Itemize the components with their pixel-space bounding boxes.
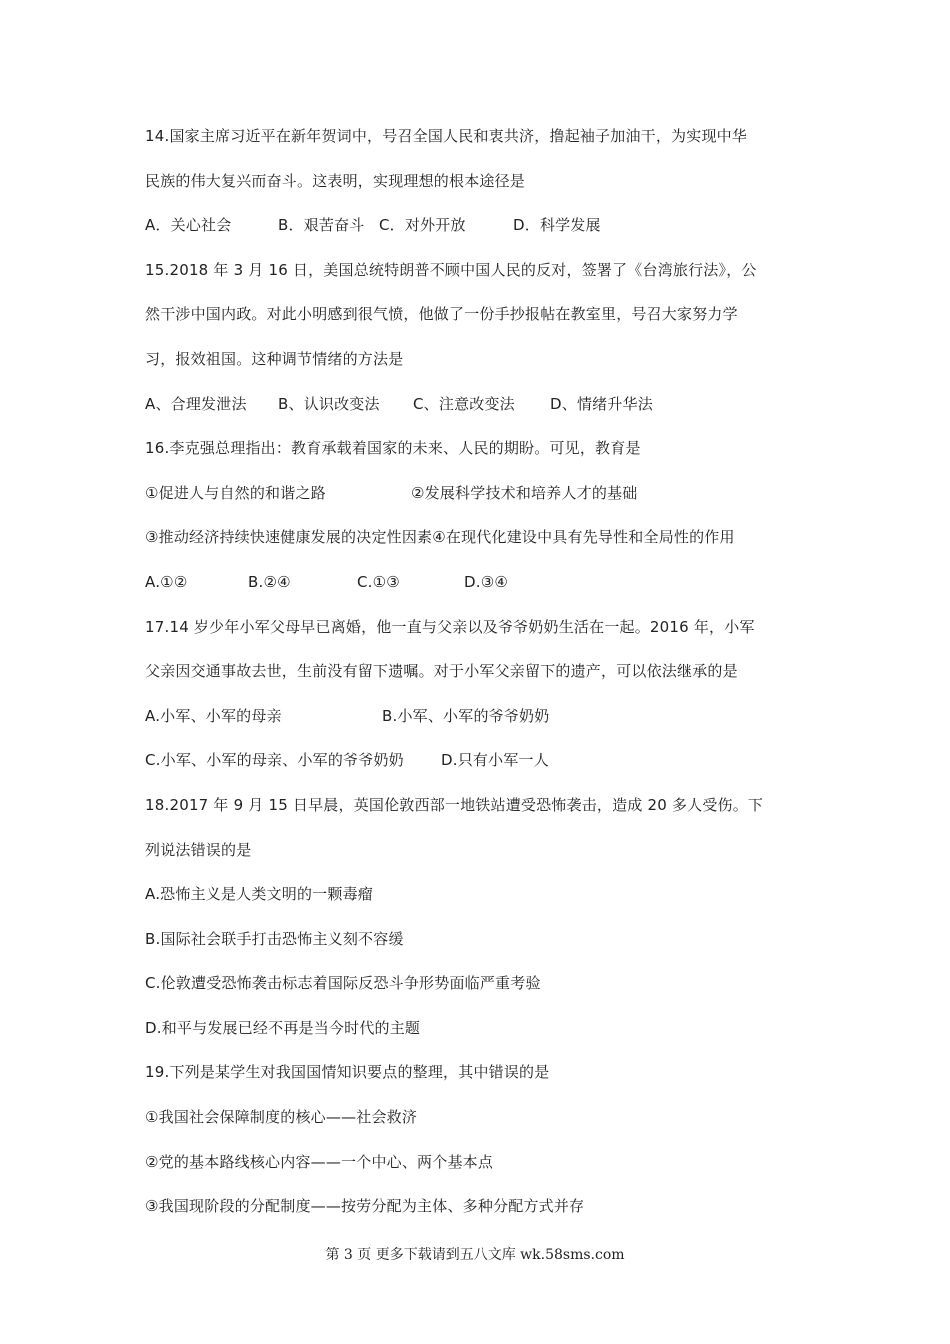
q16-stem-line-1: 16.李克强总理指出：教育承载着国家的未来、人民的期盼。可见，教育是 (145, 439, 641, 458)
q17-option-b: B.小军、小军的爷爷奶奶 (382, 706, 550, 725)
q19-item-3: ③我国现阶段的分配制度——按劳分配为主体、多种分配方式并存 (145, 1197, 585, 1216)
q16-options (145, 567, 815, 612)
q16-option-d: D.③④ (464, 572, 509, 591)
q16-item-2: ②发展科学技术和培养人才的基础 (411, 483, 638, 502)
q17-stem-line-1: 17.14 岁少年小军父母早已离婚，他一直与父亲以及爷爷奶奶生活在一起。2016 年，小军 (145, 617, 755, 636)
q14-option-c: C．对外开放 (379, 216, 466, 235)
q18-stem-line-1: 18.2017 年 9 月 15 日早晨，英国伦敦西部一地铁站遭受恐怖袭击，造成 20 多人受伤。下 (145, 795, 764, 814)
q17-option-a: A.小军、小军的母亲 (145, 706, 282, 725)
q14-options (145, 210, 815, 255)
q15-stem-line-3: 习，报效祖国。这种调节情绪的方法是 (145, 349, 404, 368)
q16-option-b: B.②④ (248, 572, 291, 591)
q14-option-d: D．科学发展 (513, 216, 601, 235)
q17-option-d: D.只有小军一人 (441, 751, 549, 770)
q15-stem-line-2: 然干涉中国内政。对此小明感到很气愤，他做了一份手抄报帖在教室里，号召大家努力学 (145, 305, 738, 324)
q16-option-c: C.①③ (357, 572, 400, 591)
page-content (145, 121, 815, 1236)
q15-options (145, 389, 815, 434)
q16-option-a: A.①② (145, 572, 188, 591)
q19-item-1: ①我国社会保障制度的核心——社会救济 (145, 1108, 418, 1127)
q16-item-1: ①促进人与自然的和谐之路 (145, 483, 326, 502)
q15-option-a: A、合理发泄法 (145, 394, 247, 413)
q17-options-c-d (145, 745, 815, 790)
q18-option-b: B.国际社会联手打击恐怖主义刻不容缓 (145, 929, 404, 948)
q16-items-3-4: ③推动经济持续快速健康发展的决定性因素④在现代化建设中具有先导性和全局性的作用 (145, 528, 735, 547)
q17-stem-line-2: 父亲因交通事故去世，生前没有留下遗嘱。对于小军父亲留下的遗产，可以依法继承的是 (145, 662, 738, 681)
q14-option-a: A．关心社会 (145, 216, 232, 235)
q14-option-b: B．艰苦奋斗 (278, 216, 365, 235)
q19-item-2: ②党的基本路线核心内容——一个中心、两个基本点 (145, 1152, 494, 1171)
q19-stem-line-1: 19.下列是某学生对我国国情知识要点的整理，其中错误的是 (145, 1063, 550, 1082)
q14-stem-line-2: 民族的伟大复兴而奋斗。这表明，实现理想的根本途径是 (145, 171, 526, 190)
q17-options-a-b (145, 701, 815, 746)
q17-option-c: C.小军、小军的母亲、小军的爷爷奶奶 (145, 751, 404, 770)
q18-option-d: D.和平与发展已经不再是当今时代的主题 (145, 1018, 421, 1037)
q14-stem-line-1: 14.国家主席习近平在新年贺词中，号召全国人民和衷共济，撸起袖子加油干，为实现中华 (145, 127, 748, 145)
q18-option-a: A.恐怖主义是人类文明的一颗毒瘤 (145, 885, 373, 904)
page-footer: 第 3 页 更多下载请到五八文库 wk.58sms.com (325, 1247, 625, 1263)
q18-stem-line-2: 列说法错误的是 (145, 840, 252, 859)
q18-option-c: C.伦敦遭受恐怖袭击标志着国际反恐斗争形势面临严重考验 (145, 974, 541, 993)
q16-items-1-2 (145, 478, 815, 523)
q15-stem-line-1: 15.2018 年 3 月 16 日，美国总统特朗普不顾中国人民的反对，签署了《台湾旅行法》，公 (145, 260, 757, 279)
q15-option-c: C、注意改变法 (413, 394, 515, 413)
q15-option-d: D、情绪升华法 (550, 394, 653, 413)
q15-option-b: B、认识改变法 (278, 394, 380, 413)
